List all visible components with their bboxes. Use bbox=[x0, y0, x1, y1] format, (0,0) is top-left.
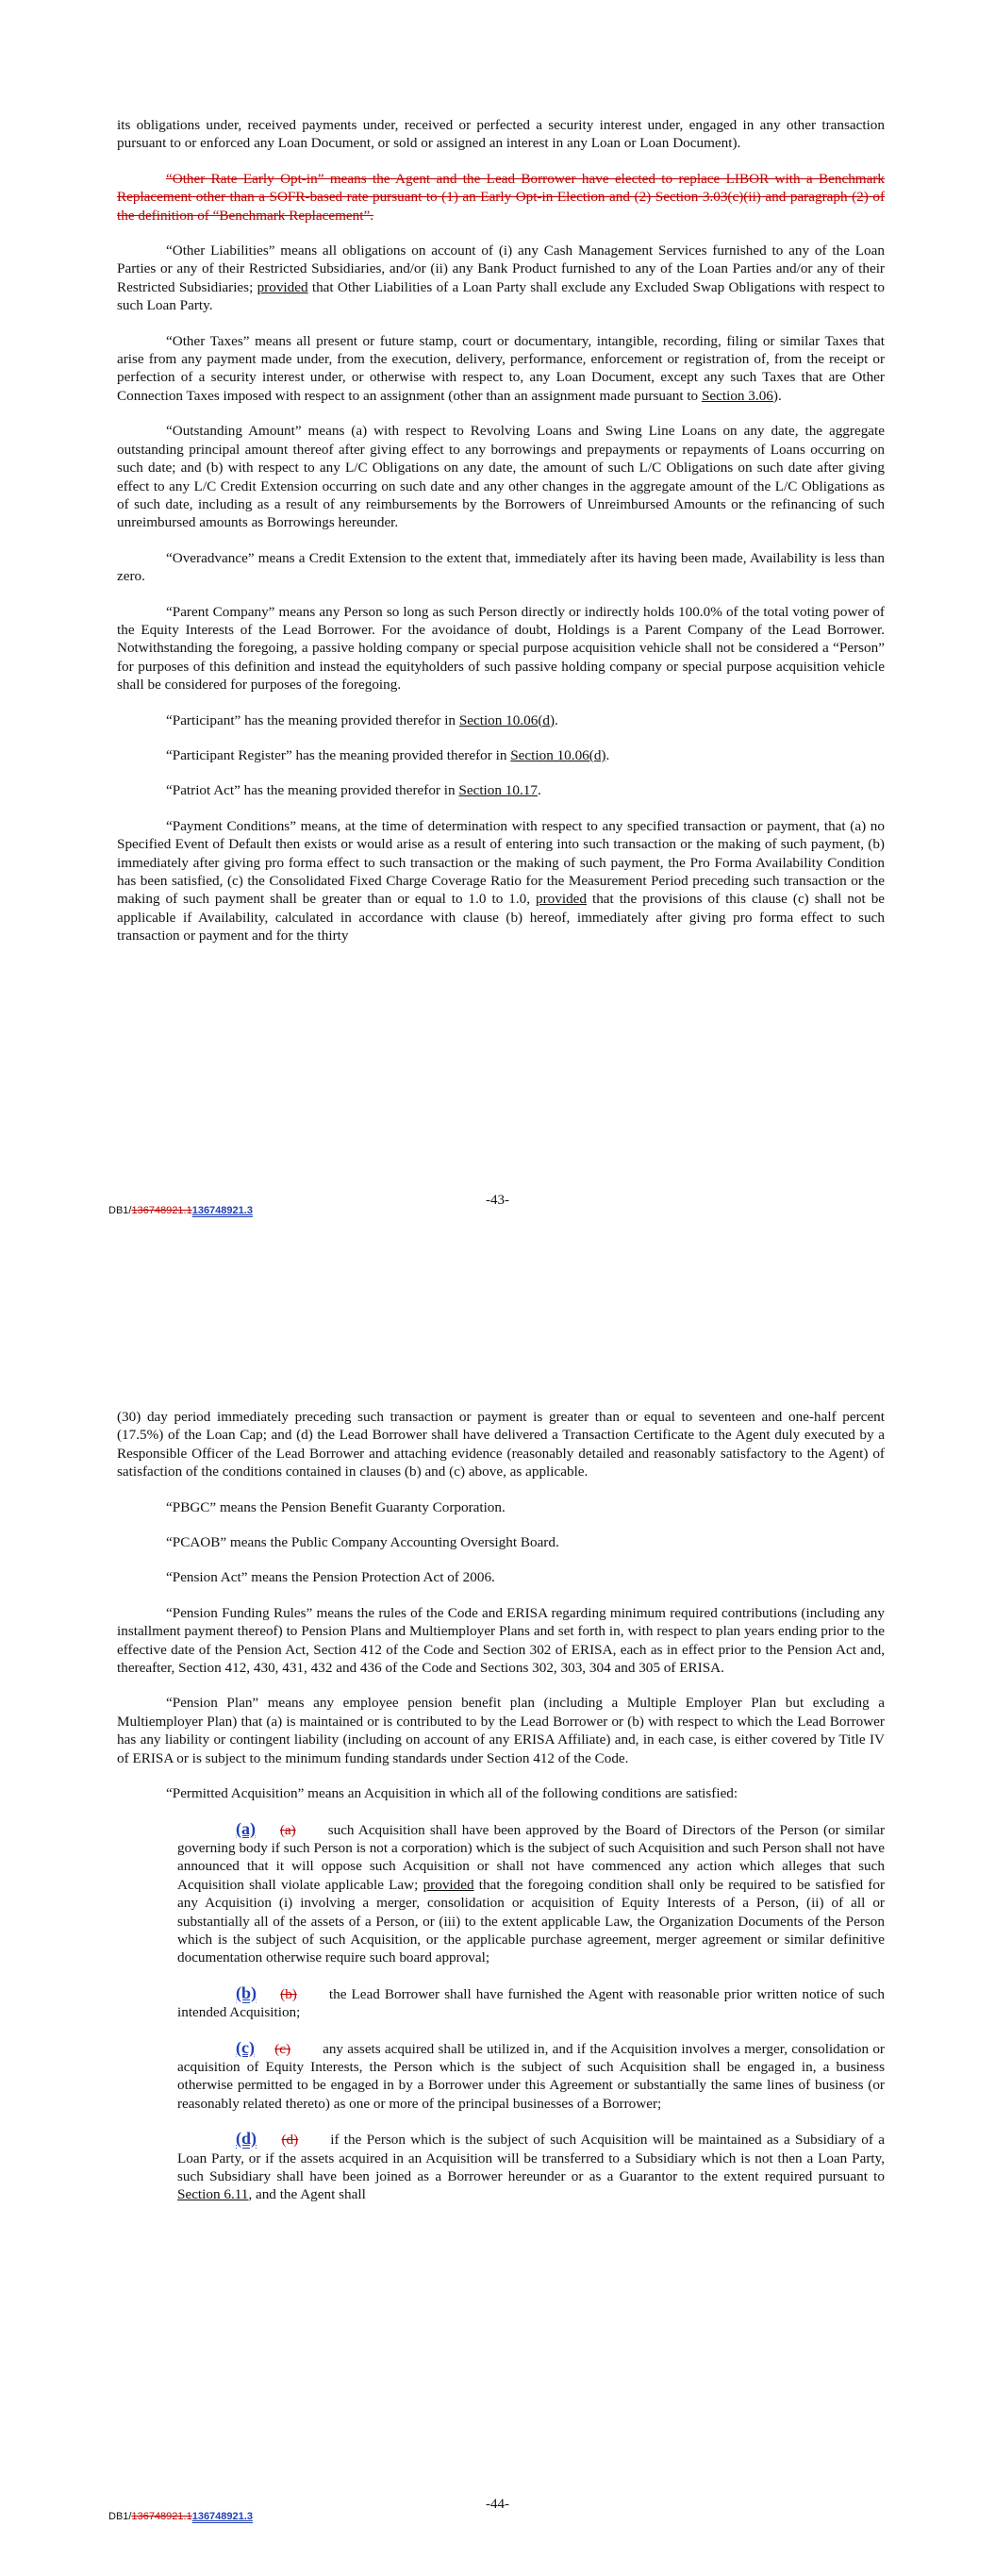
definition-other-taxes: “Other Taxes” means all present or future stamp, court or documentary, intangible, recording, filing or similar Taxes that arise from any payment made under, from the execution, delivery, performance, enforcement or registration of, from the receipt or perfection of a security interest under, or otherwise with respect to, any Loan Document, except any such Taxes that are Other Connection Taxes imposed with respect to an assignment (other than an assignment made pursuant to Section 3.06). bbox=[117, 332, 885, 404]
definition-permitted-acquisition: “Permitted Acquisition” means an Acquisition in which all of the following conditions are satisfied: bbox=[166, 1785, 738, 1802]
page-43-body bbox=[117, 116, 885, 962]
section-reference: Section 6.11 bbox=[177, 2186, 249, 2203]
clause-c: (c) (c) any assets acquired shall be utilized in, and if the Acquisition involves a merger, consolidation or acquisition of Equity Interests, the Person which is the subject of such Acquisition shall be engaged in, a business otherwise permitted to be engaged in by a Borrower under this Agreement or substantially the same lines of business (or reasonably related thereto) as one or more of the principal businesses of a Borrower; bbox=[177, 2037, 885, 2112]
clause-d: (d) (d) if the Person which is the subject of such Acquisition will be maintained as a Subsidiary of a Loan Party, or if the assets acquired in an Acquisition will be transferred to a Subsidiary which is not then a Loan Party, such Subsidiary shall have been joined as a Borrower hereunder or as a Guarantor to the extent required pursuant to Section 6.11, and the Agent shall bbox=[177, 2129, 885, 2203]
definition-payment-conditions: “Payment Conditions” means, at the time of determination with respect to any specified transaction or payment, that (a) no Specified Event of Default then exists or would arise as a result of entering into such transaction or the making of such payment, (b) immediately after giving pro forma effect to such transaction or the making of such payment, the Pro Forma Availability Condition has been satisfied, (c) the Consolidated Fixed Charge Coverage Ratio for the Measurement Period preceding such transaction or the making of such payment shall be greater than or equal to 1.0 to 1.0, provided that the provisions of this clause (c) shall not be applicable if Availability, calculated in accordance with clause (b) hereof, immediately after giving pro forma effect to such transaction or payment and for the thirty bbox=[117, 817, 886, 945]
definition-pension-act: “Pension Act” means the Pension Protection Act of 2006. bbox=[166, 1569, 495, 1586]
inserted-label: (c) bbox=[236, 2037, 255, 2057]
section-reference: Section 10.06(d) bbox=[458, 711, 556, 728]
definition-parent-company: “Parent Company” means any Person so long as such Person directly or indirectly holds 100.0% of the total voting power of the Equity Interests of the Lead Borrower. For the avoidance of doubt, Holdings is a Parent Company of the Lead Borrower. Notwithstanding the foregoing, a passive holding company or special purpose acquisition vehicle shall not be considered a “Person” for purposes of this definition and instead the equityholders of such passive holding company or special purpose acquisition vehicle shall be considered for purposes of the foregoing. bbox=[117, 603, 885, 694]
definition-pension-plan: “Pension Plan” means any employee pension benefit plan (including a Multiple Employer Plan but excluding a Multiemployer Plan) that (a) is maintained or is contributed to by the Lead Borrower or (b) with respect to which the Lead Borrower has any liability or contingent liability (including on account of any ERISA Affiliate) and, in each case, is either covered by Title IV of ERISA or is subject to the minimum funding standards under Section 412 of the Code. bbox=[117, 1695, 885, 1766]
definition-other-liabilities: “Other Liabilities” means all obligations on account of (i) any Cash Management Services furnished to any of the Loan Parties or any of their Restricted Subsidiaries, and/or (ii) any Bank Product furnished to any of the Loan Parties and/or any of their Restricted Subsidiaries; provided that Other Liabilities of a Loan Party shall exclude any Excluded Swap Obligations with respect to such Loan Party. bbox=[117, 243, 885, 314]
definition-participant: “Participant” has the meaning provided therefor in Section 10.06(d). bbox=[166, 711, 558, 728]
section-reference: Section 10.06(d) bbox=[510, 746, 606, 763]
document-footer: DB1/136748921.1136748921.3 bbox=[108, 2511, 253, 2522]
page-44 bbox=[0, 1255, 995, 2576]
definition-pcaob: “PCAOB” means the Public Company Accounting Oversight Board. bbox=[166, 1534, 559, 1551]
inserted-label: (d) bbox=[236, 2129, 257, 2149]
deleted-label: (c) bbox=[274, 2040, 291, 2057]
definition-overadvance: “Overadvance” means a Credit Extension to the extent that, immediately after its having been made, Availability is less than zero. bbox=[117, 549, 885, 585]
deleted-definition-other-rate-early-opt-in: “Other Rate Early Opt-in” means the Agent and the Lead Borrower have elected to replace LIBOR with a Benchmark Replacement other than a SOFR-based rate pursuant to (1) an Early Opt-in Election and (2) Section 3.03(c)(ii) and paragraph (2) of the definition of “Benchmark Replacement”. bbox=[117, 170, 885, 224]
page-number: -43- bbox=[486, 1193, 509, 1208]
section-reference: Section 10.17 bbox=[458, 782, 538, 799]
page-43 bbox=[0, 0, 995, 1255]
deleted-label: (d) bbox=[281, 2132, 299, 2149]
page-number: -44- bbox=[486, 2497, 509, 2512]
definition-outstanding-amount: “Outstanding Amount” means (a) with respect to Revolving Loans and Swing Line Loans on any date, the aggregate outstanding principal amount thereof after giving effect to any borrowings and prepayments or repayments of Loans occurring on such date; and (b) with respect to any L/C Obligations on any date, the amount of such L/C Obligations on such date after giving effect to any L/C Credit Extension occurring on such date and any other changes in the aggregate amount of the L/C Obligations as of such date, including as a result of any reimbursements by the Borrowers of Unreimbursed Amounts or the refinancing of such unreimbursed amounts as Borrowings hereunder. bbox=[117, 423, 885, 531]
definition-participant-register: “Participant Register” has the meaning provided therefor in Section 10.06(d). bbox=[166, 746, 610, 763]
continuation-paragraph: its obligations under, received payments under, received or perfected a security interest under, engaged in any other transaction pursuant to or enforced any Loan Document, or sold or assigned an interest in any Loan or Loan Document). bbox=[117, 117, 885, 152]
deleted-label: (a) bbox=[279, 1821, 296, 1838]
document-footer: DB1/136748921.1136748921.3 bbox=[108, 1205, 253, 1216]
continuation-paragraph: (30) day period immediately preceding such transaction or payment is greater than or equal to seventeen and one-half percent (17.5%) of the Loan Cap; and (d) the Lead Borrower shall have delivered a Transaction Certificate to the Agent duly executed by a Responsible Officer of the Lead Borrower and attaching evidence (reasonably detailed and reasonably satisfactory to the Agent) of satisfaction of the conditions contained in clauses (b) and (c) above, as applicable. bbox=[117, 1409, 885, 1480]
definition-pension-funding-rules: “Pension Funding Rules” means the rules of the Code and ERISA regarding minimum required contributions (including any installment payment thereof) to Pension Plans and Multiemployer Plans and set forth in, with respect to plan years ending prior to the effective date of the Pension Act, Section 412 of the Code and Section 302 of ERISA, each as in effect prior to the Pension Act and, thereafter, Section 412, 430, 431, 432 and 436 of the Code and Sections 302, 303, 304 and 305 of ERISA. bbox=[117, 1604, 885, 1677]
deleted-label: (b) bbox=[280, 1985, 297, 2002]
page-44-body bbox=[117, 1408, 885, 2221]
section-reference: Section 3.06 bbox=[701, 387, 773, 404]
clause-a: (a) (a) such Acquisition shall have been approved by the Board of Directors of the Person (or similar governing body if such Person is not a corporation) which is the subject of such Acquisition and such Person shall not have announced that it will oppose such Acquisition or shall not have commenced any action which alleges that such Acquisition shall violate applicable Law; provided that the foregoing condition shall only be required to be satisfied for any Acquisition (i) involving a merger, consolidation or acquisition of Equity Interests of a Person, (ii) of all or substantially all of the assets of a Person, or (iii) to the extent applicable Law, the Organization Documents of the Person which is the subject of such Acquisition, or the applicable purchase agreement, merger agreement or similar definitive documentation otherwise require such board approval; bbox=[177, 1818, 886, 1966]
definition-pbgc: “PBGC” means the Pension Benefit Guaranty Corporation. bbox=[166, 1498, 506, 1515]
inserted-label: (b) bbox=[236, 1982, 257, 2002]
definition-patriot-act: “Patriot Act” has the meaning provided therefor in Section 10.17. bbox=[166, 782, 541, 799]
inserted-label: (a) bbox=[236, 1818, 256, 1838]
clause-b: (b) (b) the Lead Borrower shall have furnished the Agent with reasonable prior written notice of such intended Acquisition; bbox=[177, 1982, 886, 2021]
